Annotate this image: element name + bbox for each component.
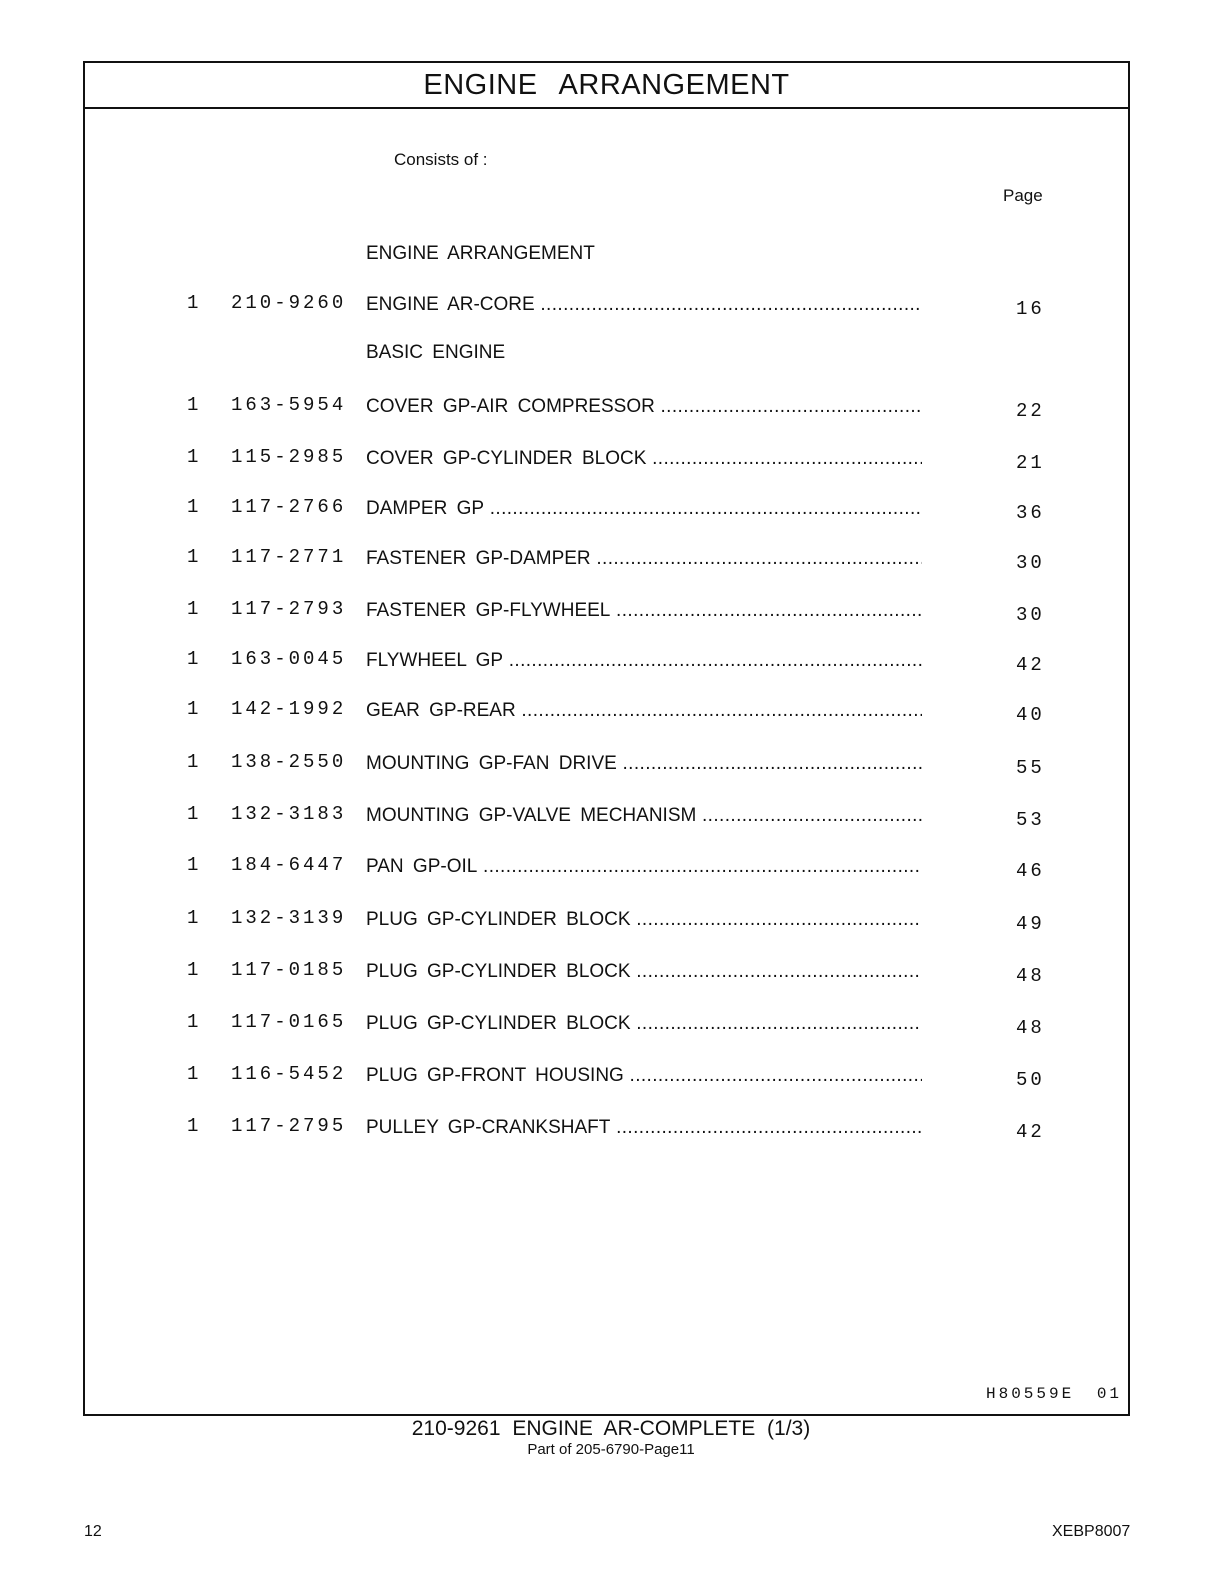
page-reference: 42 <box>1016 654 1045 676</box>
section-heading: BASIC ENGINE <box>366 342 506 363</box>
part-description: PLUG GP-CYLINDER BLOCK ..... <box>366 909 922 931</box>
page-reference: 55 <box>1016 757 1045 779</box>
part-description: COVER GP-CYLINDER BLOCK ..... <box>366 448 922 470</box>
item-quantity: 1 <box>187 751 199 773</box>
item-quantity: 1 <box>187 854 199 876</box>
page-column-header: Page <box>1003 186 1043 205</box>
part-number: 117-2766 <box>231 496 347 518</box>
figure-sub-caption: Part of 205-6790-Page11 <box>527 1441 695 1458</box>
part-number: 117-2795 <box>231 1115 347 1137</box>
part-description: PLUG GP-CYLINDER BLOCK ..... <box>366 1013 922 1035</box>
part-description: ENGINE AR-CORE ..... <box>366 294 922 316</box>
page-reference: 48 <box>1016 1017 1045 1039</box>
page-title: ENGINE ARRANGEMENT <box>85 63 1128 109</box>
item-quantity: 1 <box>187 959 199 981</box>
page-reference: 16 <box>1016 298 1045 320</box>
part-description: DAMPER GP ..... <box>366 498 922 520</box>
item-quantity: 1 <box>187 803 199 825</box>
part-number: 163-5954 <box>231 394 347 416</box>
part-description: PLUG GP-FRONT HOUSING ..... <box>366 1065 922 1087</box>
item-quantity: 1 <box>187 648 199 670</box>
part-number: 210-9260 <box>231 292 347 314</box>
part-number: 116-5452 <box>231 1063 347 1085</box>
list-item <box>85 546 1128 572</box>
list-item <box>85 751 1128 777</box>
part-number: 117-2793 <box>231 598 347 620</box>
page-reference: 22 <box>1016 400 1045 422</box>
illustration-code: H80559E 01 <box>986 1385 1123 1403</box>
part-description: PAN GP-OIL ..... <box>366 856 922 878</box>
list-item <box>85 598 1128 624</box>
page-reference: 46 <box>1016 860 1045 882</box>
part-number: 138-2550 <box>231 751 347 773</box>
consists-of-label: Consists of : <box>394 150 488 169</box>
part-description: COVER GP-AIR COMPRESSOR ..... <box>366 396 922 418</box>
part-number: 184-6447 <box>231 854 347 876</box>
part-description: PLUG GP-CYLINDER BLOCK ..... <box>366 961 922 983</box>
page-reference: 49 <box>1016 913 1045 935</box>
page-reference: 21 <box>1016 452 1045 474</box>
item-quantity: 1 <box>187 907 199 929</box>
list-item <box>85 1063 1128 1089</box>
list-item <box>85 648 1128 674</box>
page-number: 12 <box>84 1523 102 1540</box>
item-quantity: 1 <box>187 496 199 518</box>
item-quantity: 1 <box>187 1115 199 1137</box>
list-item <box>85 292 1128 318</box>
item-quantity: 1 <box>187 394 199 416</box>
list-item <box>85 803 1128 829</box>
page-reference: 40 <box>1016 704 1045 726</box>
list-item <box>85 1115 1128 1141</box>
list-item <box>85 907 1128 933</box>
part-number: 163-0045 <box>231 648 347 670</box>
page-reference: 36 <box>1016 502 1045 524</box>
item-quantity: 1 <box>187 698 199 720</box>
item-quantity: 1 <box>187 546 199 568</box>
part-description: FLYWHEEL GP ..... <box>366 650 922 672</box>
figure-caption: 210-9261 ENGINE AR-COMPLETE (1/3) <box>411 1417 811 1440</box>
list-item <box>85 394 1128 420</box>
part-number: 132-3183 <box>231 803 347 825</box>
part-number: 132-3139 <box>231 907 347 929</box>
document-id: XEBP8007 <box>1052 1523 1131 1540</box>
part-number: 142-1992 <box>231 698 347 720</box>
part-number: 117-0185 <box>231 959 347 981</box>
page-reference: 53 <box>1016 809 1045 831</box>
page-reference: 50 <box>1016 1069 1045 1091</box>
part-number: 117-0165 <box>231 1011 347 1033</box>
part-description: GEAR GP-REAR ..... <box>366 700 922 722</box>
list-item <box>85 959 1128 985</box>
section-heading: ENGINE ARRANGEMENT <box>366 243 595 264</box>
list-item <box>85 854 1128 880</box>
part-description: MOUNTING GP-VALVE MECHANISM ..... <box>366 805 922 827</box>
page-reference: 42 <box>1016 1121 1045 1143</box>
item-quantity: 1 <box>187 1063 199 1085</box>
parts-list-frame <box>83 61 1130 1416</box>
item-quantity: 1 <box>187 1011 199 1033</box>
item-quantity: 1 <box>187 598 199 620</box>
item-quantity: 1 <box>187 446 199 468</box>
part-description: MOUNTING GP-FAN DRIVE ..... <box>366 753 922 775</box>
part-description: FASTENER GP-DAMPER ..... <box>366 548 922 570</box>
list-item <box>85 698 1128 724</box>
list-item <box>85 446 1128 472</box>
list-item <box>85 496 1128 522</box>
part-description: PULLEY GP-CRANKSHAFT ..... <box>366 1117 922 1139</box>
page-reference: 48 <box>1016 965 1045 987</box>
part-number: 117-2771 <box>231 546 347 568</box>
page-reference: 30 <box>1016 552 1045 574</box>
part-number: 115-2985 <box>231 446 347 468</box>
page-reference: 30 <box>1016 604 1045 626</box>
list-item <box>85 1011 1128 1037</box>
item-quantity: 1 <box>187 292 199 314</box>
part-description: FASTENER GP-FLYWHEEL ..... <box>366 600 922 622</box>
